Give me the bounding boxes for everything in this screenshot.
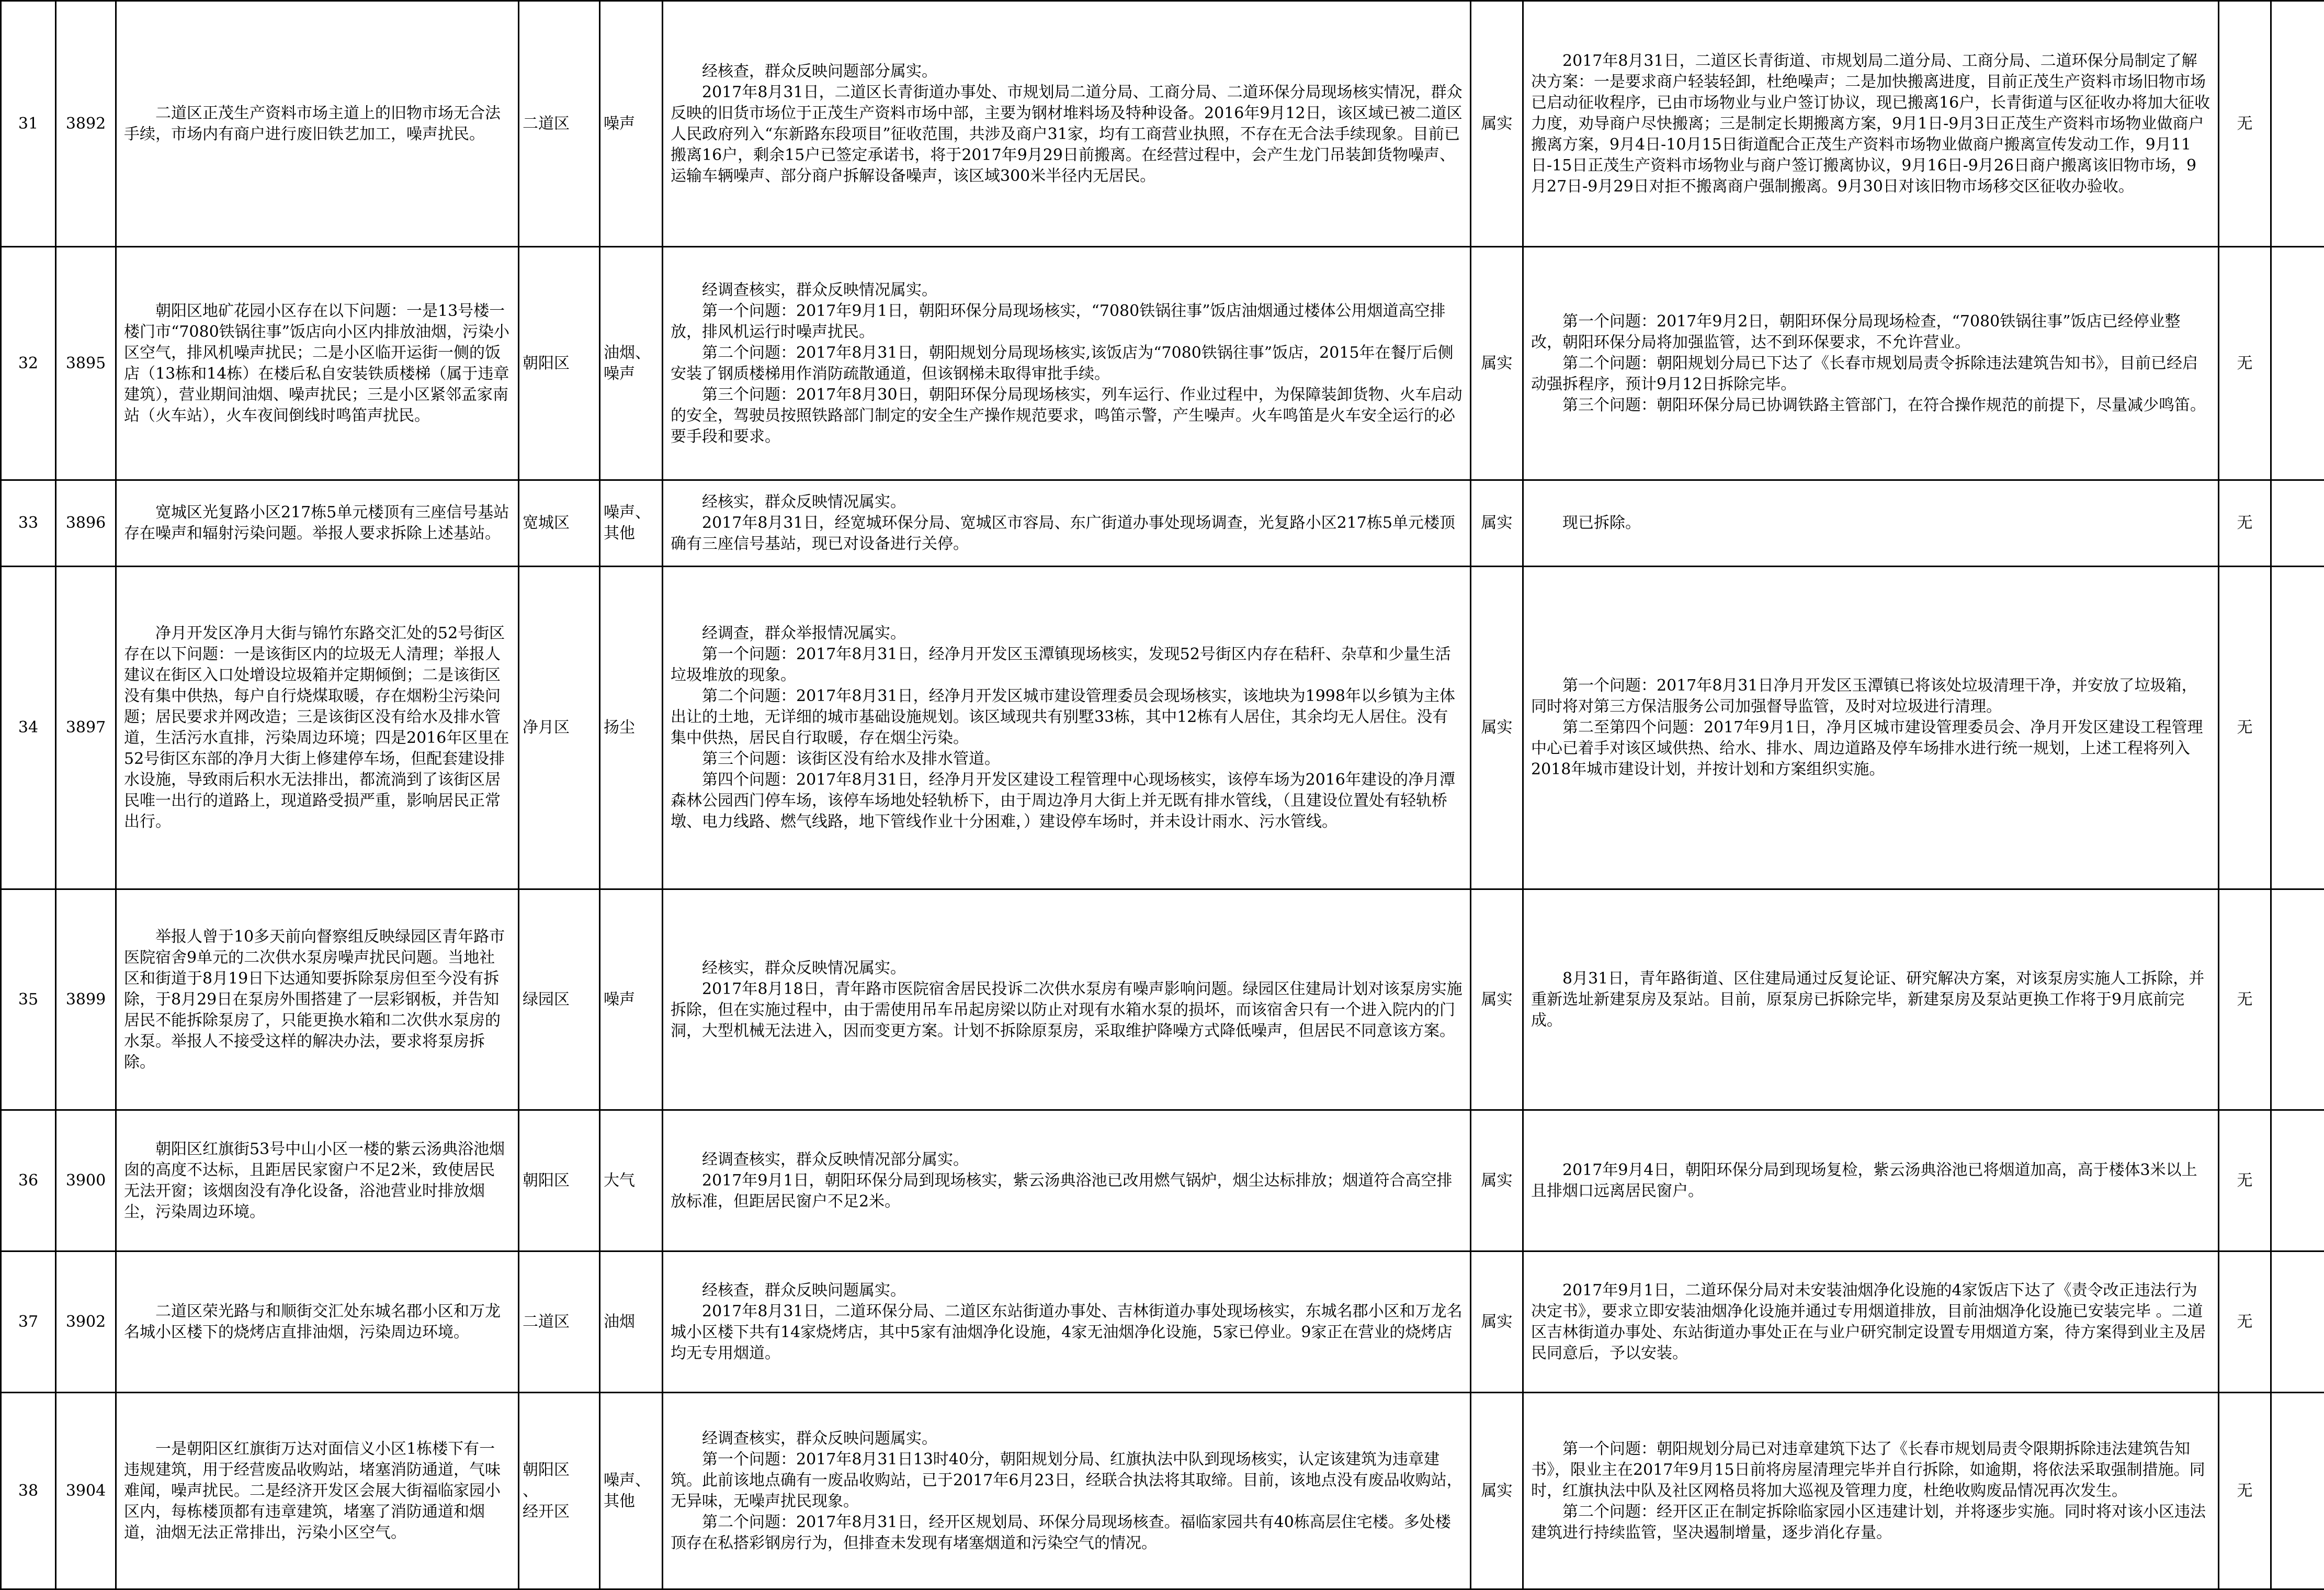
pollution-type-line: 噪声、	[604, 1470, 659, 1491]
table-row	[1, 889, 2324, 1110]
case-id: 3900	[56, 1110, 116, 1251]
complaint-paragraph: 宽城区光复路小区217栋5单元楼顶有三座信号基站存在噪声和辐射污染问题。举报人要求拆除上述基站。	[124, 502, 511, 544]
investigation-paragraph: 经调查，群众举报情况属实。	[671, 623, 1463, 644]
district-line: 净月区	[523, 717, 596, 738]
complaint-text	[116, 480, 519, 567]
table-row	[1, 1251, 2324, 1393]
district-line: 朝阳区	[523, 1170, 596, 1191]
handling-text	[1523, 247, 2219, 480]
empty-cell	[2271, 1, 2324, 247]
investigation-text	[663, 567, 1471, 889]
handling-paragraph: 第二个问题：经开区正在制定拆除临家园小区违建计划，并将逐步实施。同时将对该小区违法建筑进行持续监管，坚决遏制增量，逐步消化存量。	[1531, 1502, 2210, 1543]
district	[519, 889, 600, 1110]
investigation-text	[663, 1, 1471, 247]
complaint-text	[116, 1110, 519, 1251]
row-number: 32	[1, 247, 56, 480]
investigation-paragraph: 第二个问题：2017年8月31日，经开区规划局、环保分局现场核查。福临家园共有40栋高层住宅楼。多处楼顶存在私搭彩钢房行为，但排查未发现有堵塞烟道和污染空气的情况。	[671, 1512, 1463, 1554]
complaint-text	[116, 567, 519, 889]
handling-text	[1523, 567, 2219, 889]
complaint-paragraph: 净月开发区净月大街与锦竹东路交汇处的52号街区存在以下问题：一是该街区内的垃圾无人清理；举报人建议在街区入口处增设垃圾箱并定期倾倒；二是该街区没有集中供热，每户自行烧煤取暖，存在烟粉尘污染问题；居民要求并网改造；三是该街区没有给水及排水管道，生活污水直排，污染周边环境；四是2016年区里在52号街区东部的净月大街上修建停车场，但配套建设排水设施，导致雨后积水无法排出，都流淌到了该街区居民唯一出行的道路上，现道路受损严重，影响居民正常出行。	[124, 623, 511, 832]
pollution-type	[600, 1110, 663, 1251]
district	[519, 567, 600, 889]
district	[519, 247, 600, 480]
complaint-paragraph: 二道区荣光路与和顺街交汇处东城名郡小区和万龙名城小区楼下的烧烤店直排油烟，污染周边环境。	[124, 1301, 511, 1343]
pollution-type-line: 噪声	[604, 114, 659, 134]
district-line: 朝阳区	[523, 353, 596, 374]
row-number: 38	[1, 1393, 56, 1589]
verification-result: 属实	[1471, 247, 1523, 480]
investigation-paragraph: 经调查核实，群众反映问题属实。	[671, 1428, 1463, 1449]
district-line: 经开区	[523, 1502, 596, 1523]
handling-text	[1523, 1110, 2219, 1251]
handling-text	[1523, 1, 2219, 247]
handling-text	[1523, 1393, 2219, 1589]
pollution-type-line: 噪声	[604, 989, 659, 1010]
complaint-text	[116, 1251, 519, 1393]
verification-result: 属实	[1471, 1251, 1523, 1393]
row-number: 37	[1, 1251, 56, 1393]
handling-paragraph: 现已拆除。	[1531, 513, 2210, 534]
investigation-paragraph: 2017年8月18日，青年路市医院宿舍居民投诉二次供水泵房有噪声影响问题。绿园区住建局计划对该泵房实施拆除，但在实施过程中，由于需使用吊车吊起房梁以防止对现有水箱水泵的损坏，而该宿舍只有一个进入院内的门洞，大型机械无法进入，因而变更方案。计划不拆除原泵房，采取维护降噪方式降低噪声，但居民不同意该方案。	[671, 979, 1463, 1042]
empty-cell	[2271, 1110, 2324, 1251]
handling-text	[1523, 1251, 2219, 1393]
pollution-type-line: 其他	[604, 1491, 659, 1512]
district	[519, 1110, 600, 1251]
pollution-type-line: 大气	[604, 1170, 659, 1191]
penalty-status: 无	[2219, 1251, 2271, 1393]
pollution-type	[600, 480, 663, 567]
complaint-paragraph: 二道区正茂生产资料市场主道上的旧物市场无合法手续，市场内有商户进行废旧铁艺加工，噪声扰民。	[124, 103, 511, 145]
empty-cell	[2271, 889, 2324, 1110]
penalty-status: 无	[2219, 480, 2271, 567]
investigation-text	[663, 480, 1471, 567]
handling-paragraph: 第三个问题：朝阳环保分局已协调铁路主管部门，在符合操作规范的前提下，尽量减少鸣笛。	[1531, 395, 2210, 416]
investigation-text	[663, 1110, 1471, 1251]
district-line: 朝阳区	[523, 1460, 596, 1481]
case-id: 3902	[56, 1251, 116, 1393]
handling-paragraph: 第二至第四个问题：2017年9月1日，净月区城市建设管理委员会、净月开发区建设工程管理中心已着手对该区域供热、给水、排水、周边道路及停车场排水进行统一规划，上述工程将列入2018年城市建设计划，并按计划和方案组织实施。	[1531, 717, 2210, 780]
investigation-text	[663, 247, 1471, 480]
penalty-status: 无	[2219, 1393, 2271, 1589]
district-line: 二道区	[523, 1312, 596, 1333]
district	[519, 1393, 600, 1589]
pollution-type	[600, 1251, 663, 1393]
complaint-paragraph: 朝阳区地矿花园小区存在以下问题：一是13号楼一楼门市“7080铁锅往事”饭店向小区内排放油烟，污染小区空气，排风机噪声扰民；二是小区临开运街一侧的饭店（13栋和14栋）在楼后私自安装铁质楼梯（属于违章建筑），营业期间油烟、噪声扰民；三是小区紧邻孟家南站（火车站），火车夜间倒线时鸣笛声扰民。	[124, 301, 511, 426]
investigation-paragraph: 第二个问题：2017年8月31日，朝阳规划分局现场核实,该饭店为“7080铁锅往事”饭店，2015年在餐厅后侧安装了钢质楼梯用作消防疏散通道，但该钢梯未取得审批手续。	[671, 343, 1463, 385]
investigation-paragraph: 经核实，群众反映情况属实。	[671, 958, 1463, 979]
complaint-paragraph: 一是朝阳区红旗街万达对面信义小区1栋楼下有一违规建筑，用于经营废品收购站，堵塞消防通道，气味难闻，噪声扰民。二是经济开发区会展大街福临家园小区内，每栋楼顶都有违章建筑，堵塞了消防通道和烟道，油烟无法正常排出，污染小区空气。	[124, 1439, 511, 1543]
case-id: 3904	[56, 1393, 116, 1589]
row-number: 36	[1, 1110, 56, 1251]
complaint-text	[116, 1, 519, 247]
handling-paragraph: 第一个问题：2017年8月31日净月开发区玉潭镇已将该处垃圾清理干净，并安放了垃圾箱，同时将对第三方保洁服务公司加强督导监管，及时对垃圾进行清理。	[1531, 675, 2210, 717]
investigation-paragraph: 第一个问题：2017年8月31日13时40分，朝阳规划分局、红旗执法中队到现场核实，认定该建筑为违章建筑。此前该地点确有一废品收购站，已于2017年6月23日，经联合执法将其取缔。目前，该地点没有废品收购站，无异味，无噪声扰民现象。	[671, 1449, 1463, 1512]
investigation-paragraph: 2017年9月1日，朝阳环保分局到现场核实，紫云汤典浴池已改用燃气锅炉，烟尘达标排放；烟道符合高空排放标准，但距居民窗户不足2米。	[671, 1170, 1463, 1212]
pollution-type-line: 其他	[604, 523, 659, 544]
row-number: 35	[1, 889, 56, 1110]
investigation-text	[663, 1251, 1471, 1393]
empty-cell	[2271, 247, 2324, 480]
empty-cell	[2271, 480, 2324, 567]
investigation-paragraph: 第一个问题：2017年9月1日，朝阳环保分局现场核实，“7080铁锅往事”饭店油烟通过楼体公用烟道高空排放，排风机运行时噪声扰民。	[671, 301, 1463, 343]
district-line: 宽城区	[523, 513, 596, 534]
pollution-type	[600, 247, 663, 480]
verification-result: 属实	[1471, 889, 1523, 1110]
investigation-paragraph: 经调查核实，群众反映情况部分属实。	[671, 1149, 1463, 1170]
case-id: 3896	[56, 480, 116, 567]
table-row	[1, 480, 2324, 567]
table-row	[1, 1393, 2324, 1589]
district-line: 绿园区	[523, 989, 596, 1010]
district	[519, 480, 600, 567]
district	[519, 1251, 600, 1393]
penalty-status: 无	[2219, 1110, 2271, 1251]
investigation-paragraph: 经调查核实，群众反映情况属实。	[671, 280, 1463, 301]
handling-paragraph: 2017年8月31日，二道区长青街道、市规划局二道分局、工商分局、二道环保分局制定了解决方案：一是要求商户轻装轻卸，杜绝噪声；二是加快搬离进度，目前正茂生产资料市场旧物市场已启动征收程序，已由市场物业与业户签订协议，现已搬离16户，长青街道与区征收办将加大征收力度，劝导商户尽快搬离；三是制定长期搬离方案，9月1日-9月3日正茂生产资料市场物业做商户搬离方案，9月4日-10月15日街道配合正茂生产资料市场物业做商户搬离宣传发动工作，9月11日-15日正茂生产资料市场物业与商户签订搬离协议，9月16日-9月26日商户搬离该旧物市场，9月27日-9月29日对拒不搬离商户强制搬离。9月30日对该旧物市场移交区征收办验收。	[1531, 51, 2210, 197]
complaint-text	[116, 889, 519, 1110]
pollution-type-line: 扬尘	[604, 717, 659, 738]
district	[519, 1, 600, 247]
handling-paragraph: 第二个问题：朝阳规划分局已下达了《长春市规划局责令拆除违法建筑告知书》，目前已经启动强拆程序，预计9月12日拆除完毕。	[1531, 353, 2210, 395]
investigation-paragraph: 第四个问题：2017年8月31日，经净月开发区建设工程管理中心现场核实，该停车场为2016年建设的净月潭森林公园西门停车场，该停车场地处轻轨桥下，由于周边净月大街上并无既有排水管线，（且建设位置处有轻轨桥墩、电力线路、燃气线路，地下管线作业十分困难，）建设停车场时，并未设计雨水、污水管线。	[671, 770, 1463, 832]
empty-cell	[2271, 1393, 2324, 1589]
complaint-text	[116, 247, 519, 480]
row-number: 34	[1, 567, 56, 889]
handling-text	[1523, 480, 2219, 567]
pollution-type-line: 噪声	[604, 364, 659, 385]
case-id: 3895	[56, 247, 116, 480]
pollution-type-line: 油烟	[604, 1312, 659, 1333]
verification-result: 属实	[1471, 1, 1523, 247]
investigation-paragraph: 经核查，群众反映问题部分属实。	[671, 61, 1463, 82]
pollution-type-line: 噪声、	[604, 502, 659, 523]
empty-cell	[2271, 1251, 2324, 1393]
penalty-status: 无	[2219, 889, 2271, 1110]
verification-result: 属实	[1471, 480, 1523, 567]
investigation-paragraph: 经核查，群众反映问题属实。	[671, 1280, 1463, 1301]
handling-text	[1523, 889, 2219, 1110]
investigation-text	[663, 889, 1471, 1110]
case-id: 3892	[56, 1, 116, 247]
pollution-type	[600, 889, 663, 1110]
investigation-paragraph: 第三个问题：2017年8月30日，朝阳环保分局现场核实，列车运行、作业过程中，为保障装卸货物、火车启动的安全，驾驶员按照铁路部门制定的安全生产操作规范要求，鸣笛示警，产生噪声。火车鸣笛是火车安全运行的必要手段和要求。	[671, 385, 1463, 447]
case-id: 3899	[56, 889, 116, 1110]
penalty-status: 无	[2219, 567, 2271, 889]
table-row	[1, 1, 2324, 247]
penalty-status: 无	[2219, 1, 2271, 247]
table-row	[1, 567, 2324, 889]
row-number: 33	[1, 480, 56, 567]
investigation-paragraph: 2017年8月31日，二道区长青街道办事处、市规划局二道分局、工商分局、二道环保分局现场核实情况，群众反映的旧货市场位于正茂生产资料市场中部，主要为钢材堆料场及特种设备。2016年9月12日，该区域已被二道区人民政府列入“东新路东段项目”征收范围，共涉及商户31家，均有工商营业执照，不存在无合法手续现象。目前已搬离16户，剩余15户已签定承诺书，将于2017年9月29日前搬离。在经营过程中，会产生龙门吊装卸货物噪声、运输车辆噪声、部分商户拆解设备噪声，该区域300米半径内无居民。	[671, 82, 1463, 187]
investigation-paragraph: 2017年8月31日，经宽城环保分局、宽城区市容局、东广街道办事处现场调查，光复路小区217栋5单元楼顶确有三座信号基站，现已对设备进行关停。	[671, 513, 1463, 555]
complaint-paragraph: 举报人曾于10多天前向督察组反映绿园区青年路市医院宿舍9单元的二次供水泵房噪声扰民问题。当地社区和街道于8月19日下达通知要拆除泵房但至今没有拆除，于8月29日在泵房外围搭建了一层彩钢板，并告知居民不能拆除泵房了，只能更换水箱和二次供水泵房的水泵。举报人不接受这样的解决办法，要求将泵房拆除。	[124, 927, 511, 1073]
complaint-paragraph: 朝阳区红旗街53号中山小区一楼的紫云汤典浴池烟囱的高度不达标，且距居民家窗户不足2米，致使居民无法开窗；该烟囱没有净化设备，浴池营业时排放烟尘，污染周边环境。	[124, 1139, 511, 1223]
table-row	[1, 247, 2324, 480]
investigation-paragraph: 第二个问题：2017年8月31日，经净月开发区城市建设管理委员会现场核实，该地块为1998年以乡镇为主体出让的土地，无详细的城市基础设施规划。该区域现共有别墅33栋，其中12栋有人居住，其余均无人居住。没有集中供热，居民自行取暖，存在烟尘污染。	[671, 686, 1463, 749]
pollution-type	[600, 1393, 663, 1589]
district-line: 、	[523, 1481, 596, 1502]
investigation-paragraph: 第三个问题：该街区没有给水及排水管道。	[671, 749, 1463, 770]
case-id: 3897	[56, 567, 116, 889]
verification-result: 属实	[1471, 1110, 1523, 1251]
handling-paragraph: 8月31日，青年路街道、区住建局通过反复论证、研究解决方案，对该泵房实施人工拆除，并重新选址新建泵房及泵站。目前，原泵房已拆除完毕，新建泵房及泵站更换工作将于9月底前完成。	[1531, 968, 2210, 1031]
pollution-type	[600, 1, 663, 247]
verification-result: 属实	[1471, 567, 1523, 889]
district-line: 二道区	[523, 114, 596, 134]
handling-paragraph: 2017年9月1日，二道环保分局对未安装油烟净化设施的4家饭店下达了《责令改正违法行为决定书》，要求立即安装油烟净化设施并通过专用烟道排放，目前油烟净化设施已安装完毕 。二道区吉林街道办事处、东站街道办事处正在与业户研究制定设置专用烟道方案，待方案得到业主及居民同意后，予以安装。	[1531, 1280, 2210, 1364]
pollution-type	[600, 567, 663, 889]
row-number: 31	[1, 1, 56, 247]
handling-paragraph: 第一个问题：2017年9月2日，朝阳环保分局现场检查，“7080铁锅往事”饭店已经停业整改，朝阳环保分局将加强监管，达不到环保要求，不允许营业。	[1531, 311, 2210, 353]
empty-cell	[2271, 567, 2324, 889]
complaint-text	[116, 1393, 519, 1589]
verification-result: 属实	[1471, 1393, 1523, 1589]
penalty-status: 无	[2219, 247, 2271, 480]
investigation-text	[663, 1393, 1471, 1589]
table-body	[1, 1, 2324, 1589]
investigation-paragraph: 经核实，群众反映情况属实。	[671, 492, 1463, 513]
investigation-paragraph: 2017年8月31日，二道环保分局、二道区东站街道办事处、吉林街道办事处现场核实，东城名郡小区和万龙名城小区楼下共有14家烧烤店，其中5家有油烟净化设施，4家无油烟净化设施，5家已停业。9家正在营业的烧烤店均无专用烟道。	[671, 1301, 1463, 1364]
table-row	[1, 1110, 2324, 1251]
pollution-type-line: 油烟、	[604, 343, 659, 364]
investigation-paragraph: 第一个问题：2017年8月31日，经净月开发区玉潭镇现场核实，发现52号街区内存在秸秆、杂草和少量生活垃圾堆放的现象。	[671, 644, 1463, 686]
handling-paragraph: 第一个问题：朝阳规划分局已对违章建筑下达了《长春市规划局责令限期拆除违法建筑告知书》，限业主在2017年9月15日前将房屋清理完毕并自行拆除，如逾期，将依法采取强制措施。同时，红旗执法中队及社区网格员将加大巡视及管理力度，杜绝收购废品情况再次发生。	[1531, 1439, 2210, 1502]
handling-paragraph: 2017年9月4日，朝阳环保分局到现场复检，紫云汤典浴池已将烟道加高，高于楼体3米以上且排烟口远离居民窗户。	[1531, 1160, 2210, 1202]
